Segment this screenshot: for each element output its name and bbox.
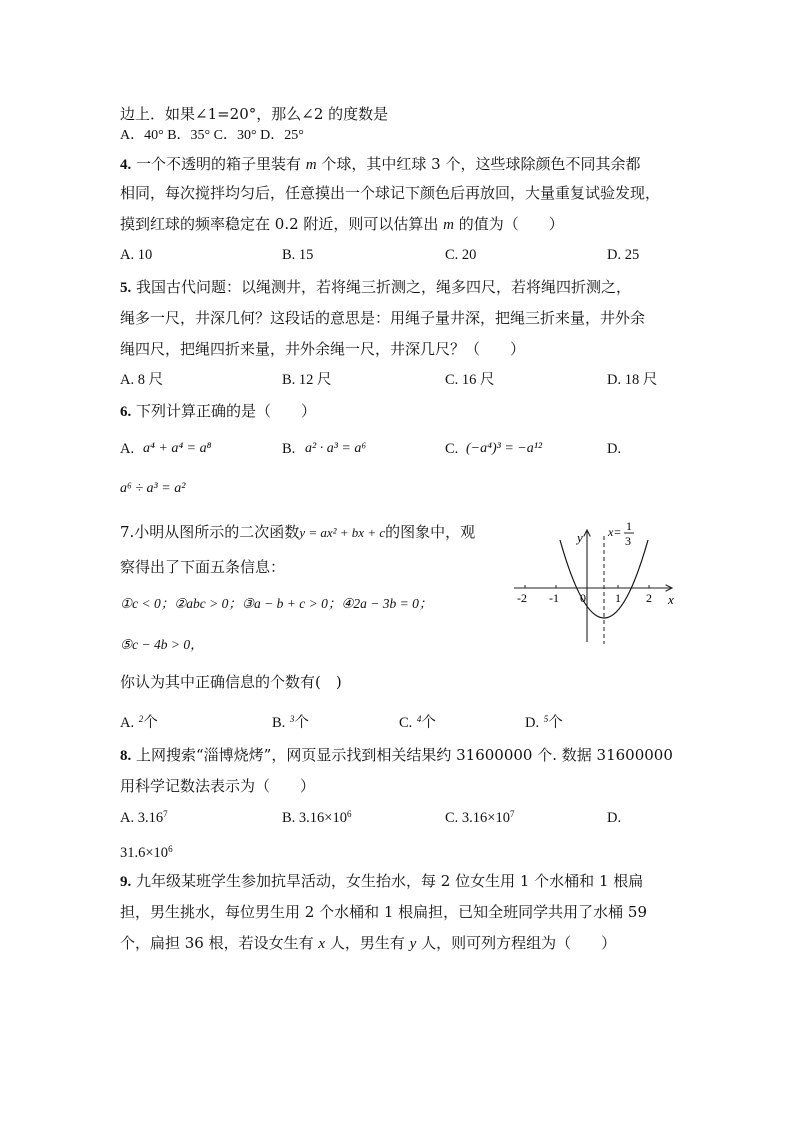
tick-label: 0 [580, 591, 586, 605]
q9-line2: 担，男生挑水，每位男生用 2 个水桶和 1 根扁担，已知全班同学共用了水桶 59 [120, 903, 648, 921]
q7-option-c-num: 4 [416, 714, 422, 724]
q7-option-b-num: 3 [289, 714, 295, 724]
q5-option-b: B. 12 尺 [282, 372, 332, 388]
q8-line2: 用科学记数法表示为（ ） [120, 777, 316, 795]
q9-number: 9. [120, 874, 132, 890]
q6-label-a: A. [120, 441, 135, 457]
q9-line3 [120, 933, 616, 954]
symmetry-fraction-num: 1 [626, 519, 632, 533]
q4-var-m2: m [443, 217, 455, 233]
q6-stem [120, 401, 316, 422]
q7-option-d-num: 5 [543, 714, 549, 724]
q7-info1: ①c < 0；②abc > 0；③a − b + c > 0；④2a − 3b = 0； [120, 596, 433, 611]
q3-stem-tail: 边上．如果∠1=20°，那么∠2 的度数是 [120, 105, 389, 123]
q9-line3-c: 人，则可列方程组为（ ） [416, 934, 617, 952]
q7-line1-b: 的图象中，观 [385, 523, 476, 541]
q9-var-y: y [409, 936, 417, 952]
q9-line3-a: 个，扁担 36 根，若设女生有 [120, 934, 319, 952]
q7-function: y = ax² + bx + c [299, 525, 386, 540]
q8-option-b-text: B. 3.16×10 [282, 810, 347, 826]
q9-line1 [120, 871, 643, 892]
q8-option-d-label: D. [607, 810, 622, 826]
q7-option-c-label: C. [399, 715, 413, 731]
q5-line1 [120, 277, 631, 298]
q5-line2: 绳多一尺，井深几何？这段话的意思是：用绳子量井深，把绳三折来量，井外余 [120, 309, 646, 327]
q8-option-c-exp: 7 [509, 809, 515, 819]
q5-option-a: A. 8 尺 [120, 372, 164, 388]
q4-line1-a: 一个不透明的箱子里装有 [131, 155, 306, 173]
q8-option-b [282, 808, 351, 828]
tick-label: 2 [646, 591, 652, 605]
q7-line2: 察得出了下面五条信息： [120, 558, 286, 576]
q7-option-b-label: B. [272, 715, 286, 731]
q4-var-m: m [305, 157, 317, 173]
q7-ask: 你认为其中正确信息的个数有( ) [120, 673, 342, 691]
q8-option-c [445, 808, 514, 828]
q8-number: 8. [120, 748, 132, 764]
q5-line3: 绳四尺，把绳四折来量，井外余绳一尺，井深几尺？（ ） [120, 340, 526, 358]
q5-option-d: D. 18 尺 [607, 372, 658, 388]
q4-line2: 相同，每次搅拌均匀后，任意摸出一个球记下颜色后再放回，大量重复试验发现， [120, 184, 661, 202]
q4-line3-b: 的值为（ ） [454, 215, 564, 233]
q8-option-b-exp: 6 [346, 809, 352, 819]
q9-line3-b: 人，男生有 [325, 934, 410, 952]
q4-number: 4. [120, 157, 132, 173]
q4-line3 [120, 214, 564, 235]
q5-number: 5. [120, 280, 132, 296]
q7-option-d-label: D. [525, 715, 540, 731]
q7-option-a-unit: 个 [143, 715, 158, 731]
q5-line1-text: 我国古代问题：以绳测井，若将绳三折测之，绳多四尺，若将绳四折测之， [131, 278, 632, 296]
q6-expr-d: a⁶ ÷ a³ = a² [120, 481, 186, 496]
q6-label-c: C. [445, 441, 459, 457]
tick-label: -1 [549, 591, 559, 605]
q5-option-c: C. 16 尺 [445, 372, 495, 388]
q6-label-b: B. [282, 441, 296, 457]
y-axis-label: y [577, 530, 583, 545]
q9-line1-text: 九年级某班学生参加抗旱活动，女生抬水，每 2 位女生用 1 个水桶和 1 根扁 [131, 872, 644, 890]
q7-option-d [525, 713, 563, 733]
q6-expr-b: a² · a³ = a⁶ [305, 441, 367, 456]
x-axis-label: x [668, 592, 674, 607]
q6-stem-text: 下列计算正确的是（ ） [131, 402, 317, 420]
parabola-graph [508, 518, 688, 648]
q8-option-a-text: A. 3.16 [120, 810, 164, 826]
q8-option-d-text: 31.6×10 [120, 845, 169, 861]
q8-option-a-exp: 7 [163, 809, 168, 819]
q6-expr-a: a⁴ + a⁴ = a⁸ [143, 441, 212, 456]
q3-options: A．40° B．35° C．30° D．25° [120, 128, 304, 143]
q4-option-b: B. 15 [282, 247, 314, 263]
q8-option-a [120, 808, 168, 828]
q8-line1 [120, 745, 673, 766]
q6-expr-c: (−a⁴)³ = −a¹² [466, 441, 543, 456]
symmetry-fraction-den: 3 [625, 534, 631, 548]
q7-option-a-label: A. [120, 715, 135, 731]
q7-option-b [272, 713, 309, 733]
q8-line1-text: 上网搜索“淄博烧烤”，网页显示找到相关结果约 31600000 个. 数据 31600000 [131, 746, 673, 764]
q9-var-x: x [318, 936, 326, 952]
tick-label: -2 [517, 591, 527, 605]
q7-option-c [399, 713, 436, 733]
q8-option-d-exp: 6 [168, 844, 173, 854]
q7-option-d-unit: 个 [548, 715, 563, 731]
q7-option-b-unit: 个 [294, 715, 309, 731]
tick-label: 1 [615, 591, 621, 605]
q7-option-a [120, 713, 158, 733]
q7-info2: ⑤c − 4b > 0， [120, 637, 204, 652]
q7-line1-a: 7.小明从图所示的二次函数 [120, 523, 300, 541]
q4-line1-b: 个球，其中红球 3 个，这些球除颜色不同其余都 [316, 155, 641, 173]
q4-option-c: C. 20 [445, 247, 477, 263]
q4-option-a: A. 10 [120, 247, 153, 263]
q8-option-d [120, 843, 173, 863]
q7-option-c-unit: 个 [421, 715, 436, 731]
q6-number: 6. [120, 404, 132, 420]
q8-option-c-text: C. 3.16×10 [445, 810, 510, 826]
symmetry-label: x= [608, 525, 622, 539]
q4-line3-a: 摸到红球的频率稳定在 0.2 附近，则可以估算出 [120, 215, 444, 233]
q4-option-d: D. 25 [607, 247, 640, 263]
q4-line1 [120, 154, 641, 175]
q6-label-d: D. [607, 441, 622, 457]
q7-option-a-num: 2 [138, 714, 144, 724]
q7-line1 [120, 522, 475, 543]
